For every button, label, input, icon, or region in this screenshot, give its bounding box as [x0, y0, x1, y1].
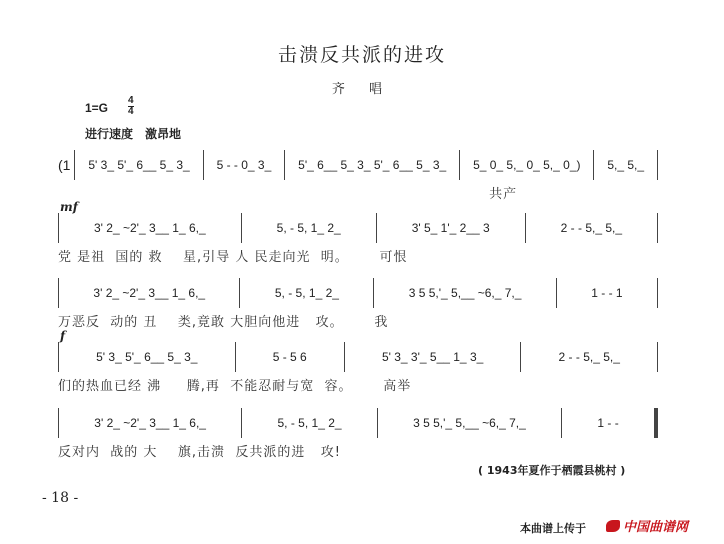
measure: 5' 3_ 5'_ 6__ 5_ 3_ [96, 350, 198, 364]
barline [657, 342, 658, 372]
lyrics-line: 万恶反 动的 丑 类,竟敢 大胆向他进 攻。 我 [58, 315, 389, 330]
time-signature [128, 96, 134, 117]
measure: 5' 3_ 3'_ 5__ 1_ 3_ [381, 350, 484, 364]
measure: 5, - 5, 1_ 2_ [277, 416, 342, 430]
measure: 5_ 0_ 5,_ 0_ 5,_ 0_) [473, 158, 581, 172]
measure: 5' 3_ 5'_ 6__ 5_ 3_ [88, 158, 190, 172]
logo-text: 中国曲谱网 [623, 520, 689, 535]
time-bottom: 4 [128, 106, 134, 117]
measure: 3 5 5,'_ 5,__ ~6,_ 7,_ [408, 286, 522, 300]
staff-line [58, 213, 658, 243]
measure: 3' 2_ ~2'_ 3__ 1_ 6,_ [94, 416, 206, 430]
lyrics-line: 共产 [58, 187, 518, 202]
lyrics-line: 党 是祖 国的 救 星,引导 人 民走向光 明。 可恨 [58, 250, 408, 265]
page-number: - 18 - [42, 490, 79, 506]
measure: 1 - - [597, 416, 619, 430]
measure: 3' 2_ ~2'_ 3__ 1_ 6,_ [93, 221, 206, 235]
upload-text: 本曲谱上传于 [520, 522, 586, 535]
measure: 2 - - 5,_ 5,_ [558, 350, 620, 364]
tempo-marking: 进行速度 激昂地 [85, 127, 182, 141]
lyrics-line: 反对内 战的 大 旗,击溃 反共派的进 攻! [58, 445, 341, 460]
staff-line [58, 278, 658, 308]
final-barline [654, 408, 658, 438]
measure: 2 - - 5,_ 5,_ [560, 221, 623, 235]
performance-type: 齐 唱 [331, 82, 393, 97]
barline [657, 150, 658, 180]
staff-line [58, 150, 658, 180]
measure: 5 - - 0_ 3_ [216, 158, 272, 172]
time-top: 4 [128, 95, 134, 106]
staff-line [58, 342, 658, 372]
dynamic-marking: mf [60, 200, 78, 214]
barline [657, 278, 658, 308]
line-prefix: (1 [58, 157, 71, 173]
site-logo [606, 516, 688, 535]
key-signature: 1=G [85, 101, 109, 115]
measure: 5'_ 6__ 5_ 3_ 5'_ 6__ 5_ 3_ [298, 158, 447, 172]
measure: 3' 2_ ~2'_ 3__ 1_ 6,_ [93, 286, 206, 300]
measure: 5 - 5 6 [272, 350, 307, 364]
song-title: 击溃反共派的进攻 [277, 44, 446, 66]
composition-note: ( 1943年夏作于栖霞县桃村 ) [478, 464, 626, 477]
measure: 1 - - 1 [591, 286, 623, 300]
measure: 5, - 5, 1_ 2_ [274, 286, 339, 300]
logo-icon [606, 520, 620, 532]
dynamic-marking: f [60, 329, 66, 343]
staff-line [58, 408, 658, 438]
measure: 5,_ 5,_ [607, 158, 645, 172]
measure: 3 5 5,'_ 5,__ ~6,_ 7,_ [413, 416, 526, 430]
lyrics-line: 们的热血已经 沸 腾,再 不能忍耐与宽 容。 高举 [58, 379, 412, 394]
measure: 5, - 5, 1_ 2_ [276, 221, 341, 235]
barline [657, 213, 658, 243]
measure: 3' 5_ 1'_ 2__ 3 [411, 221, 490, 235]
